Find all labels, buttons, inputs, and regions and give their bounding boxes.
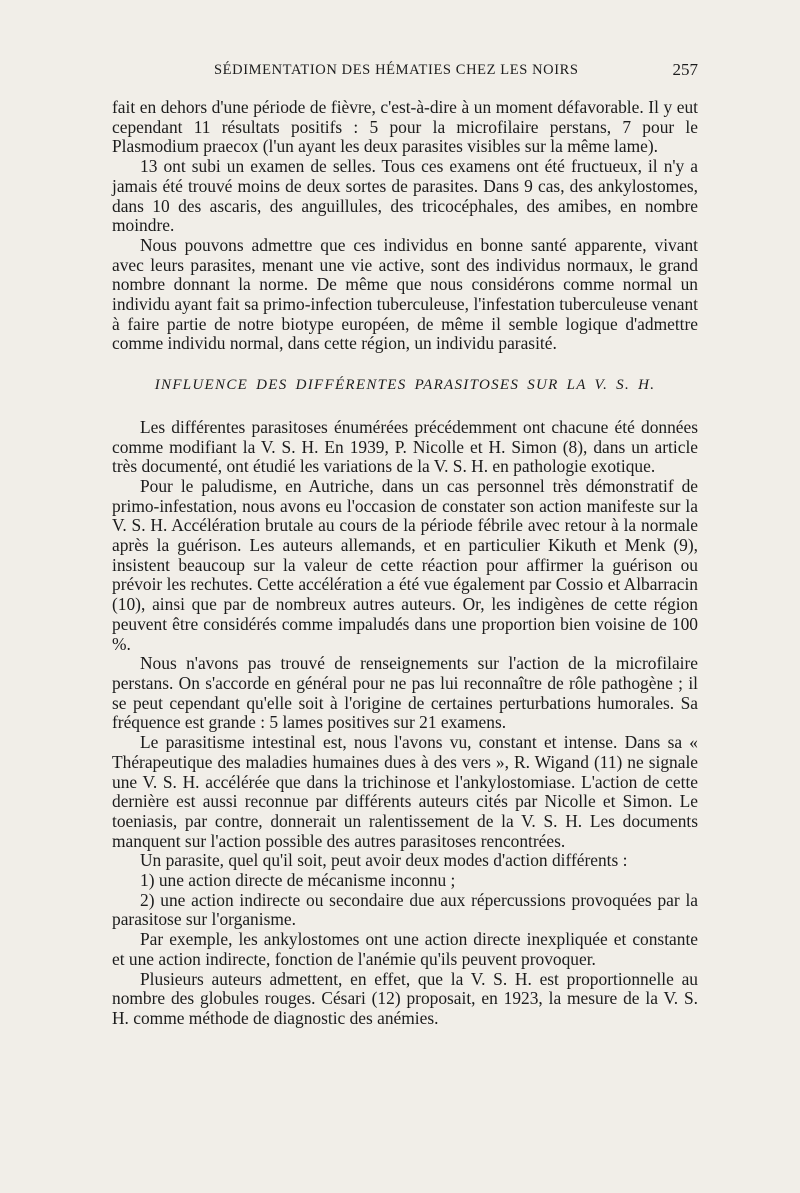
paragraph: 13 ont subi un examen de selles. Tous ces examens ont été fructueux, il n'y a jamais été trouvé moins de deux sortes de parasites. Dans 9 cas, des ankylostomes, dans 10 des ascaris, des anguillules, des tricocéphales, des amibes, en nombre moindre. — [112, 156, 698, 236]
paragraph: Un parasite, quel qu'il soit, peut avoir deux modes d'action différents : — [140, 850, 628, 871]
page-body — [112, 98, 698, 1029]
paragraph: Par exemple, les ankylostomes ont une action directe inexpliquée et constante et une action indirecte, fonction de l'anémie qu'ils peuvent provoquer. — [112, 929, 698, 969]
running-title: SÉDIMENTATION DES HÉMATIES CHEZ LES NOIRS — [214, 62, 579, 78]
paragraph: Pour le paludisme, en Autriche, dans un cas personnel très démonstratif de primo-infestation, nous avons eu l'occasion de constater son action manifeste sur la V. S. H. Accélération brutale au cours de la période fébrile avec retour à la normale après la guérison. Les auteurs allemands, et en particulier Kikuth et Menk (9), insistent beaucoup sur la valeur de cette réaction pour affirmer la guérison ou prévoir les rechutes. Cette accélération a été vue également par Cossio et Albarracin (10), ainsi que par de nombreux autres auteurs. Or, les indigènes de cette région peuvent être considérés comme impaludés dans une proportion bien voisine de 100 %. — [112, 475, 698, 654]
list-item: 1) une action directe de mécanisme inconnu ; — [140, 870, 456, 891]
section-heading: INFLUENCE DES DIFFÉRENTES PARASITOSES SUR LA V. S. H. — [154, 377, 656, 394]
paragraph: Le parasitisme intestinal est, nous l'avons vu, constant et intense. Dans sa « Thérapeutique des maladies humaines dues à des vers », R. Wigand (11) ne signale une V. S. H. accélérée que dans la trichinose et l'ankylostomiase. L'action de cette dernière est aussi reconnue par différents auteurs cités par Nicolle et Simon. Le toeniasis, par contre, donnerait un ralentissement de la V. S. H. Les documents manquent sur l'action possible des autres parasitoses rencontrées. — [112, 732, 698, 851]
paragraph: Plusieurs auteurs admettent, en effet, que la V. S. H. est proportionnelle au nombre des globules rouges. Césari (12) proposait, en 1923, la mesure de la V. S. H. comme méthode de diagnostic des anémies. — [112, 968, 698, 1028]
paragraph: fait en dehors d'une période de fièvre, c'est-à-dire à un moment défavorable. Il y eut cependant 11 résultats positifs : 5 pour la microfilaire perstans, 7 pour le Plasmodium praecox (l'un ayant les deux parasites visibles sur la même lame). — [112, 97, 698, 157]
paragraph: Nous pouvons admettre que ces individus en bonne santé apparente, vivant avec leurs parasites, menant une vie active, sont des individus normaux, le grand nombre donnant la norme. De même que nous considérons comme normal un individu ayant fait sa primo-infection tuberculeuse, l'infestation tuberculeuse venant à faire partie de notre biotype européen, de même il semble logique d'admettre comme individu normal, dans cette région, un individu parasité. — [112, 234, 698, 354]
paragraph: Nous n'avons pas trouvé de renseignements sur l'action de la microfilaire perstans. On s'accorde en général pour ne pas lui reconnaître de rôle pathogène ; il se peut cependant qu'elle soit à l'origine de certaines perturbations humorales. Sa fréquence est grande : 5 lames positives sur 21 examens. — [112, 653, 698, 733]
paragraph: Les différentes parasitoses énumérées précédemment ont chacune été données comme modifiant la V. S. H. En 1939, P. Nicolle et H. Simon (8), dans un article très documenté, ont étudié les variations de la V. S. H. en pathologie exotique. — [112, 416, 698, 477]
page-number: 257 — [672, 60, 698, 79]
list-item: 2) une action indirecte ou secondaire due aux répercussions provoquées par la parasitose sur l'organisme. — [112, 889, 698, 930]
page-header — [112, 62, 698, 86]
